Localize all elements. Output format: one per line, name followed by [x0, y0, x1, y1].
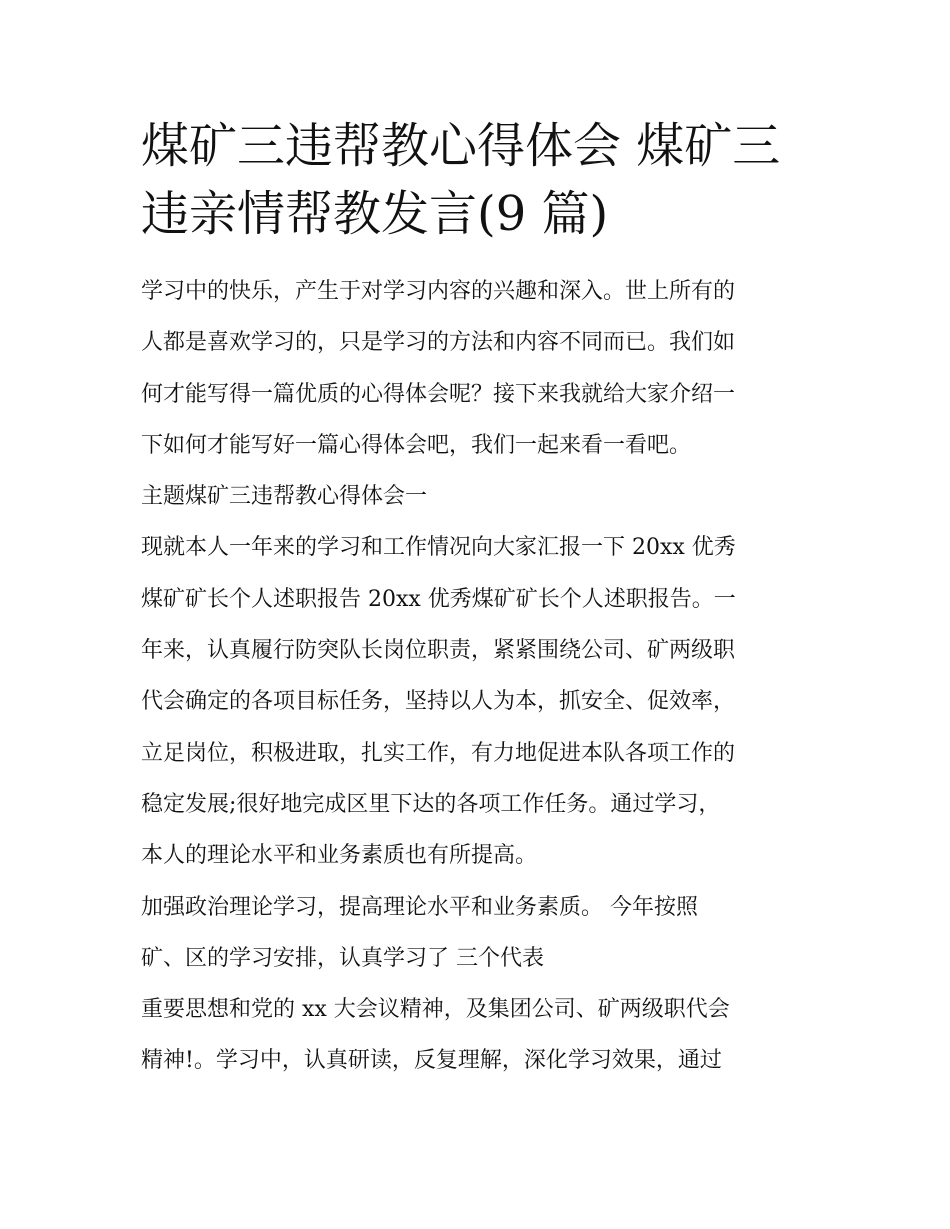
- paragraph-line: 立足岗位，积极进取，扎实工作，有力地促进本队各项工作的: [141, 740, 736, 766]
- paragraph-line: 本人的理论水平和业务素质也有所提高。: [141, 843, 538, 869]
- title-line: 违亲情帮教发言(9 篇): [141, 186, 609, 242]
- document-title: [141, 112, 821, 248]
- paragraph-line: 煤矿矿长个人述职报告 20xx 优秀煤矿矿长个人述职报告。一: [141, 586, 736, 612]
- paragraph-line: 矿、区的学习安排，认真学习了 三个代表: [141, 945, 544, 971]
- paragraph-line: 精神!。学习中，认真研读，反复理解，深化学习效果，通过: [141, 1048, 722, 1074]
- paragraph-line: 人都是喜欢学习的，只是学习的方法和内容不同而已。我们如: [141, 330, 736, 356]
- paragraph-line: 下如何才能写好一篇心得体会吧，我们一起来看一看吧。: [141, 432, 692, 458]
- title-line: 煤矿三违帮教心得体会 煤矿三: [141, 118, 781, 174]
- paragraph-line: 加强政治理论学习，提高理论水平和业务素质。 今年按照: [141, 894, 698, 920]
- paragraph-line: 代会确定的各项目标任务，坚持以人为本，抓安全、促效率，: [141, 689, 736, 715]
- section-heading: 主题煤矿三违帮教心得体会一: [141, 484, 428, 510]
- paragraph-line: 现就本人一年来的学习和工作情况向大家汇报一下 20xx 优秀: [141, 535, 736, 561]
- document-content: [141, 112, 821, 1087]
- paragraph-line: 年来，认真履行防突队长岗位职责，紧紧围绕公司、矿两级职: [141, 638, 736, 664]
- paragraph-line: 学习中的快乐，产生于对学习内容的兴趣和深入。世上所有的: [141, 279, 736, 304]
- document-body: [141, 266, 821, 1087]
- paragraph-line: 重要思想和党的 xx 大会议精神，及集团公司、矿两级职代会: [141, 997, 730, 1023]
- paragraph-line: 何才能写得一篇优质的心得体会呢？接下来我就给大家介绍一: [141, 381, 736, 407]
- paragraph-line: 稳定发展;很好地完成区里下达的各项工作任务。通过学习，: [141, 791, 721, 817]
